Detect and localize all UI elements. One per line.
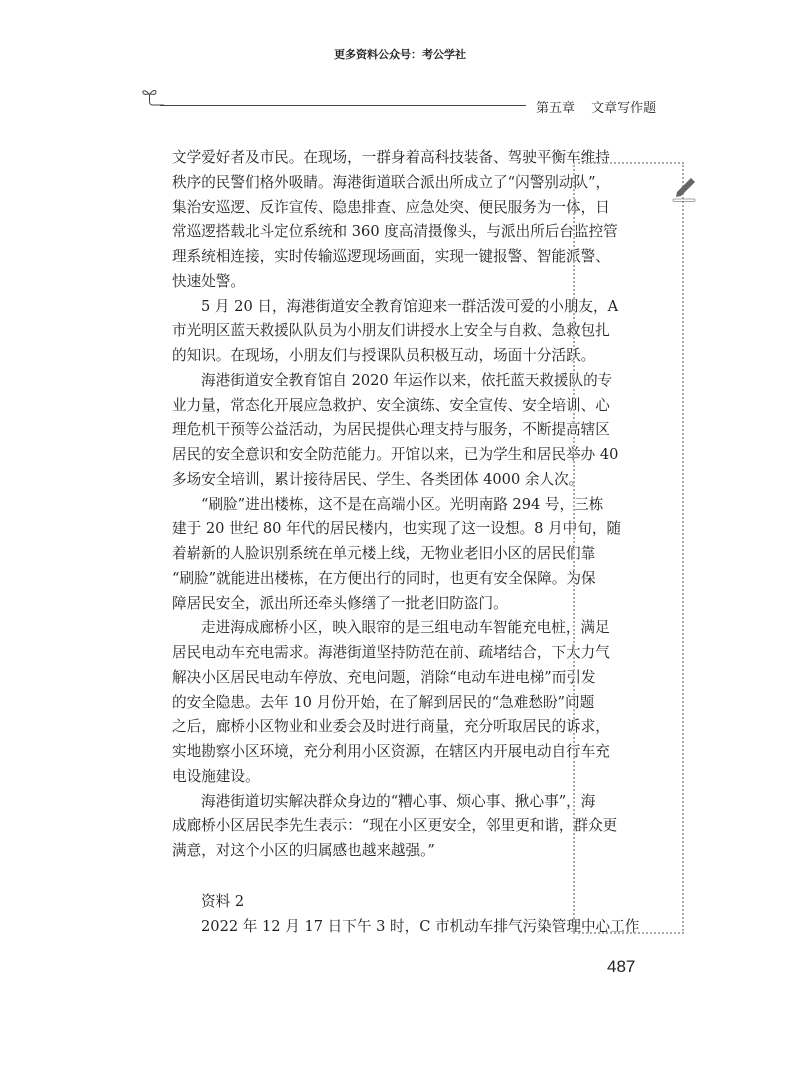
text-line: 障居民安全，派出所还牵头修缮了一批老旧防盗门。: [172, 594, 508, 612]
text-line: 电设施建设。: [172, 767, 260, 785]
text-line: 常巡逻搭载北斗定位系统和 360 度高清摄像头，与派出所后台监控管: [172, 223, 618, 241]
text-line: 多场安全培训，累计接待居民、学生、各类团体 4000 余人次。: [172, 470, 584, 488]
text-line: 的安全隐患。去年 10 月份开始，在了解到居民的“急难愁盼”问题: [172, 693, 595, 711]
article-body: [172, 146, 640, 939]
text-line: 快速处警。: [172, 272, 245, 290]
text-line: “刷脸”进出楼栋，这不是在高端小区。光明南路 294 号，三栋: [201, 495, 604, 513]
text-line: 居民电动车充电需求。海港街道坚持防范在前、疏堵结合，下大力气: [172, 644, 610, 661]
text-line: 满意，对这个小区的归属感也越来越强。”: [172, 842, 435, 859]
text-line: “刷脸”就能进出楼栋，在方便出行的同时，也更有安全保障。为保: [172, 569, 596, 587]
text-line: 文学爱好者及市民。在现场，一群身着高科技装备、驾驶平衡车维持: [172, 149, 610, 166]
text-line: 市光明区蓝天救援队队员为小朋友们讲授水上安全与自救、急救包扎: [172, 322, 610, 340]
text-line: 2022 年 12 月 17 日下午 3 时，C 市机动车排气污染管理中心工作: [201, 917, 640, 935]
text-line: 之后，廊桥小区物业和业委会及时进行商量，充分听取居民的诉求，: [172, 718, 610, 736]
text-line: 集治安巡逻、反诈宣传、隐患排查、应急处突、便民服务为一体，日: [172, 198, 610, 216]
text-line: 理危机干预等公益活动，为居民提供心理支持与服务，不断提高辖区: [172, 421, 610, 439]
notes-box: [573, 162, 684, 934]
text-line: 理系统相连接，实时传输巡逻现场画面，实现一键报警、智能派警、: [172, 248, 610, 265]
page-number: 487: [607, 957, 636, 976]
text-line: 5 月 20 日，海港街道安全教育馆迎来一群活泼可爱的小朋友，A: [201, 297, 619, 315]
text-line: 秩序的民警们格外吸睛。海港街道联合派出所成立了“闪警别动队”，: [172, 173, 611, 191]
text-line: 走进海成廊桥小区，映入眼帘的是三组电动车智能充电桩，满足: [201, 619, 610, 637]
text-line: 的知识。在现场，小朋友们与授课队员积极互动，场面十分活跃。: [172, 347, 596, 364]
text-line: 业力量，常态化开展应急救护、安全演练、安全宣传、安全培训、心: [172, 396, 610, 414]
text-line: 建于 20 世纪 80 年代的居民楼内，也实现了这一设想。8 月中旬，随: [172, 520, 622, 538]
text-line: 居民的安全意识和安全防范能力。开馆以来，已为学生和居民举办 40: [172, 446, 619, 463]
text-line: 成廊桥小区居民李先生表示：“现在小区更安全，邻里更和谐，群众更: [172, 817, 618, 835]
material-heading: 资料 2: [201, 892, 245, 910]
text-line: 着崭新的人脸识别系统在单元楼上线，无物业老旧小区的居民们靠: [172, 545, 596, 562]
text-line: 解决小区居民电动车停放、充电问题，消除“电动车进电梯”而引发: [172, 668, 596, 686]
text-line: 实地勘察小区环境，充分利用小区资源，在辖区内开展电动自行车充: [172, 743, 610, 760]
section-gap: [172, 864, 567, 890]
promo-header: 更多资料公众号：考公学社: [334, 48, 466, 61]
text-line: 海港街道安全教育馆自 2020 年运作以来，依托蓝天救援队的专: [201, 371, 613, 389]
header-rule: [160, 105, 526, 106]
chapter-title: 第五章 文章写作题: [536, 101, 657, 116]
text-line: 海港街道切实解决群众身边的“糟心事、烦心事、揪心事”，海: [201, 792, 596, 810]
pencil-icon: [672, 176, 698, 202]
